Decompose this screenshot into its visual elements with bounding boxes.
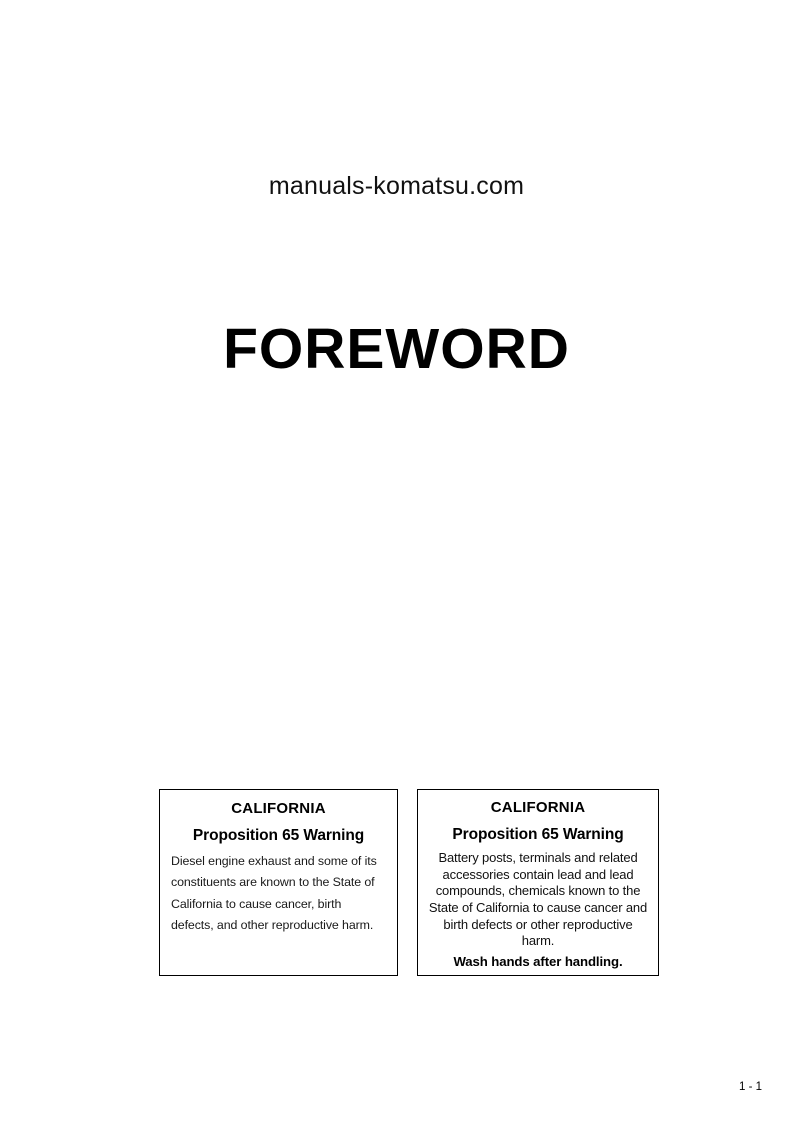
diesel-warning-subheading: Proposition 65 Warning	[192, 827, 365, 844]
diesel-warning-body: Diesel engine exhaust and some of its constituents are known to the State of California to cause cancer, birth defects, and other reproductive harm.	[171, 854, 377, 932]
diesel-warning-box	[159, 789, 398, 976]
battery-warning-body: Battery posts, terminals and related accessories contain lead and lead compounds, chemicals known to the State of California to cause cancer and birth defects or other reproductive harm.	[428, 850, 648, 949]
watermark-text: manuals-komatsu.com	[268, 172, 525, 200]
page-title: FOREWORD	[223, 317, 570, 381]
warning-boxes-container	[159, 789, 659, 976]
battery-warning-footer: Wash hands after handling.	[453, 953, 623, 969]
page-number: 1 - 1	[738, 1081, 762, 1093]
battery-warning-box	[417, 789, 659, 976]
battery-warning-subheading: Proposition 65 Warning	[452, 826, 624, 843]
diesel-warning-heading: CALIFORNIA	[231, 800, 326, 817]
battery-warning-heading: CALIFORNIA	[490, 799, 586, 816]
